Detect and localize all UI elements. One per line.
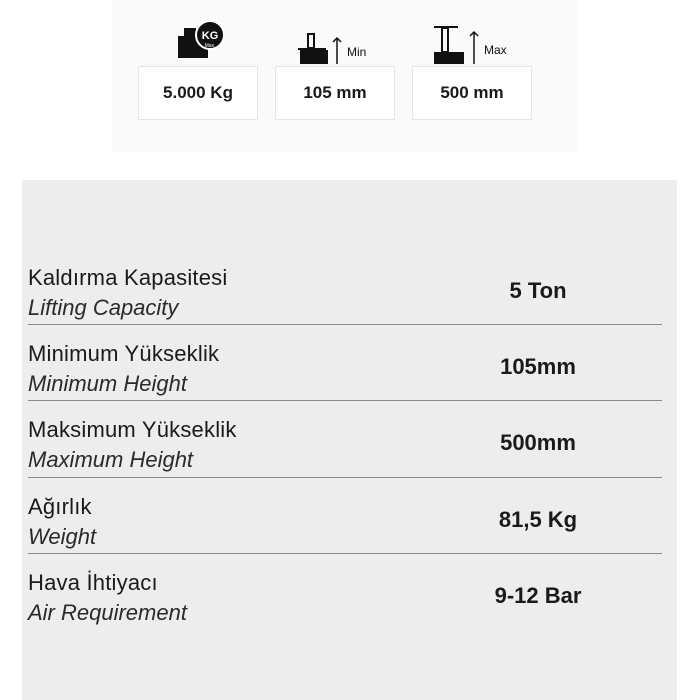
spec-label-tr: Kaldırma Kapasitesi xyxy=(28,265,228,290)
spec-row-weight xyxy=(28,482,638,558)
spec-label-en: Lifting Capacity xyxy=(28,295,179,320)
min-icon-label: Min xyxy=(347,45,367,59)
spec-value: 9-12 Bar xyxy=(494,583,582,608)
spec-row-minimum-height xyxy=(28,329,638,405)
capacity-icon-subtext: Max. xyxy=(204,43,216,49)
spec-label-tr: Ağırlık xyxy=(28,494,92,519)
max-icon-label: Max xyxy=(484,43,507,57)
capacity-badge xyxy=(138,8,258,112)
capacity-badge-value: 5.000 Kg xyxy=(138,66,258,120)
row-divider xyxy=(28,324,662,325)
spec-value: 500mm xyxy=(500,430,576,455)
spec-label-tr: Maksimum Yükseklik xyxy=(28,417,237,442)
spec-label-en: Air Requirement xyxy=(28,600,187,625)
spec-label-tr: Minimum Yükseklik xyxy=(28,341,220,366)
spec-row-air-requirement xyxy=(28,558,638,634)
max-height-badge-value: 500 mm xyxy=(412,66,532,120)
row-divider xyxy=(28,400,662,401)
spec-value: 81,5 Kg xyxy=(498,507,578,532)
min-height-badge-value: 105 mm xyxy=(275,66,395,120)
row-divider xyxy=(28,553,662,554)
min-height-icon xyxy=(275,8,395,64)
max-height-badge xyxy=(412,8,532,112)
capacity-weight-icon xyxy=(138,8,258,64)
spec-row-maximum-height xyxy=(28,405,638,481)
spec-row-lifting-capacity xyxy=(28,253,638,329)
spec-label-tr: Hava İhtiyacı xyxy=(28,570,158,595)
max-height-icon xyxy=(412,8,532,64)
spec-label-en: Minimum Height xyxy=(28,371,187,396)
spec-label-en: Maximum Height xyxy=(28,447,194,472)
spec-value: 105mm xyxy=(500,354,576,379)
min-height-badge xyxy=(275,8,395,112)
capacity-icon-text: KG xyxy=(201,30,219,42)
spec-label-en: Weight xyxy=(28,524,97,549)
row-divider xyxy=(28,477,662,478)
spec-value: 5 Ton xyxy=(509,278,567,303)
